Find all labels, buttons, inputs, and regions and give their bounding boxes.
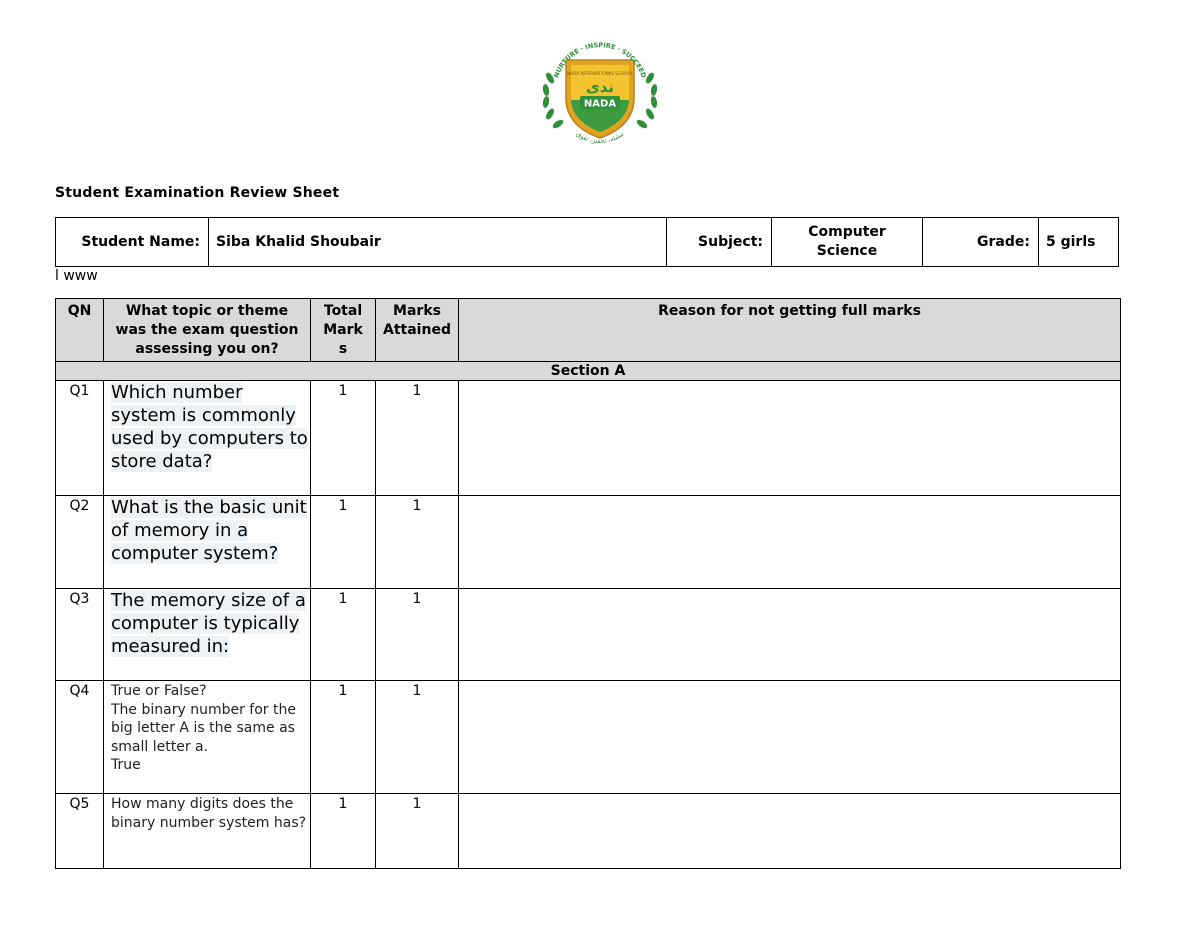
row-topic: Which number system is commonly used by computers to store data? xyxy=(104,381,311,496)
svg-text:NADA INTERNATIONAL SCHOOL: NADA INTERNATIONAL SCHOOL xyxy=(567,71,633,76)
school-crest-icon xyxy=(536,38,664,146)
row-topic: The memory size of a computer is typically measured in: xyxy=(104,589,311,681)
section-a-label: Section A xyxy=(56,362,1121,381)
header-reason: Reason for not getting full marks xyxy=(459,299,1121,362)
review-table xyxy=(55,298,1121,869)
header-topic: What topic or theme was the exam question assessing you on? xyxy=(104,299,311,362)
row-marks-attained: 1 xyxy=(376,496,459,589)
svg-text:ندى: ندى xyxy=(585,78,615,96)
row-reason[interactable] xyxy=(459,589,1121,681)
student-info-row xyxy=(56,218,1119,267)
row-qn: Q1 xyxy=(56,381,104,496)
row-reason[interactable] xyxy=(459,681,1121,794)
row-topic: What is the basic unit of memory in a computer system? xyxy=(104,496,311,589)
student-info-table xyxy=(55,217,1119,267)
row-total-marks: 1 xyxy=(311,794,376,869)
row-total-marks: 1 xyxy=(311,589,376,681)
row-total-marks: 1 xyxy=(311,381,376,496)
stray-text: l www xyxy=(55,268,98,284)
table-row xyxy=(56,794,1121,869)
row-reason[interactable] xyxy=(459,794,1121,869)
table-row xyxy=(56,381,1121,496)
header-marks-attained: Marks Attained xyxy=(376,299,459,362)
table-row xyxy=(56,496,1121,589)
row-total-marks: 1 xyxy=(311,681,376,794)
row-topic: True or False? The binary number for the big letter A is the same as small letter a. True xyxy=(104,681,311,794)
section-row xyxy=(56,362,1121,381)
document-title: Student Examination Review Sheet xyxy=(55,185,340,201)
header-total-marks: Total Mark s xyxy=(311,299,376,362)
svg-text:NADA: NADA xyxy=(583,98,617,110)
grade-value: 5 girls xyxy=(1039,218,1119,267)
svg-text:NURTURE · INSPIRE · SUCCEED: NURTURE · INSPIRE · SUCCEED xyxy=(552,41,648,79)
table-row xyxy=(56,589,1121,681)
row-qn: Q3 xyxy=(56,589,104,681)
row-marks-attained: 1 xyxy=(376,681,459,794)
row-marks-attained: 1 xyxy=(376,794,459,869)
row-qn: Q5 xyxy=(56,794,104,869)
header-row xyxy=(56,299,1121,362)
row-total-marks: 1 xyxy=(311,496,376,589)
row-marks-attained: 1 xyxy=(376,381,459,496)
row-marks-attained: 1 xyxy=(376,589,459,681)
row-reason[interactable] xyxy=(459,496,1121,589)
grade-label: Grade: xyxy=(923,218,1039,267)
subject-label: Subject: xyxy=(667,218,772,267)
student-name-label: Student Name: xyxy=(56,218,209,267)
school-logo xyxy=(536,38,664,146)
header-qn: QN xyxy=(56,299,104,362)
row-qn: Q2 xyxy=(56,496,104,589)
student-name-value: Siba Khalid Shoubair xyxy=(209,218,667,267)
subject-value: Computer Science xyxy=(772,218,923,267)
row-reason[interactable] xyxy=(459,381,1121,496)
row-topic: How many digits does the binary number system has? xyxy=(104,794,311,869)
table-row xyxy=(56,681,1121,794)
row-qn: Q4 xyxy=(56,681,104,794)
svg-text:تنشئة، تحفيز، تفوق: تنشئة، تحفيز، تفوق xyxy=(574,129,626,145)
